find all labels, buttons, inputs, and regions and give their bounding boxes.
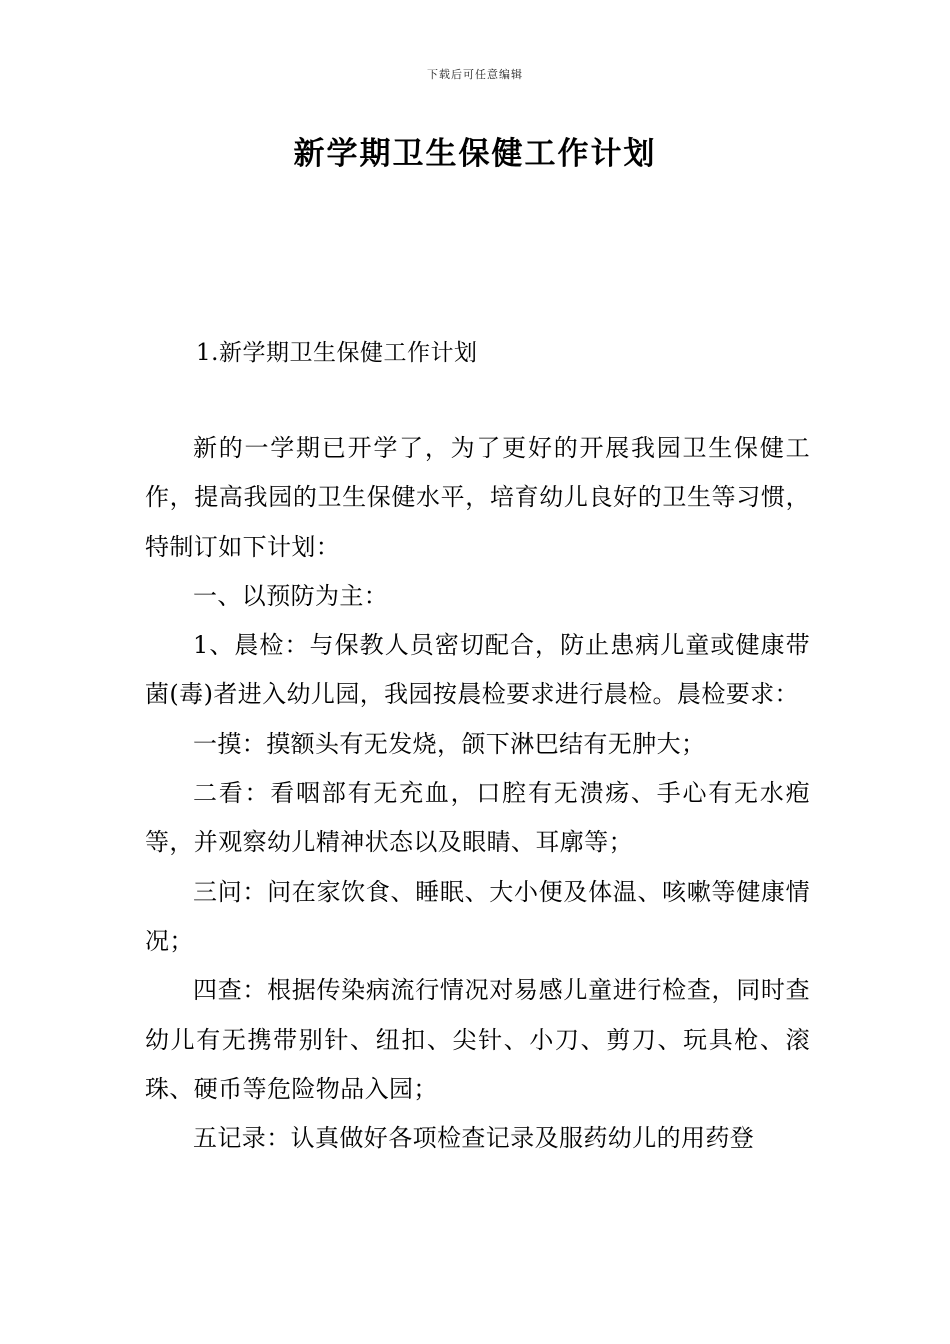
document-title: 新学期卫生保健工作计划 [293,136,657,172]
paragraph: 五记录：认真做好各项检查记录及服药幼儿的用药登 [193,1124,755,1153]
paragraph: 一、以预防为主： [193,581,389,610]
document-body [145,424,810,1163]
section-heading: 1.新学期卫生保健工作计划 [196,340,478,366]
paragraph: 四查：根据传染病流行情况对易感儿童进行检查，同时查幼儿有无携带别针、纽扣、尖针、小刀、剪刀、玩具枪、滚珠、硬币等危险物品入园； [145,976,810,1103]
paragraph: 1、晨检：与保教人员密切配合，防止患病儿童或健康带菌(毒)者进入幼儿园，我园按晨检要求进行晨检。晨检要求： [145,631,810,709]
paragraph: 一摸：摸额头有无发烧，颌下淋巴结有无肿大； [193,729,706,758]
paragraph: 新的一学期已开学了，为了更好的开展我园卫生保健工作，提高我园的卫生保健水平，培育幼儿良好的卫生等习惯，特制订如下计划： [145,434,810,561]
paragraph: 三问：问在家饮食、睡眠、大小便及体温、咳嗽等健康情况； [145,877,810,955]
paragraph: 二看：看咽部有无充血，口腔有无溃疡、手心有无水疱等，并观察幼儿精神状态以及眼睛、耳廓等； [145,779,810,857]
header-note: 下载后可任意编辑 [427,68,523,81]
